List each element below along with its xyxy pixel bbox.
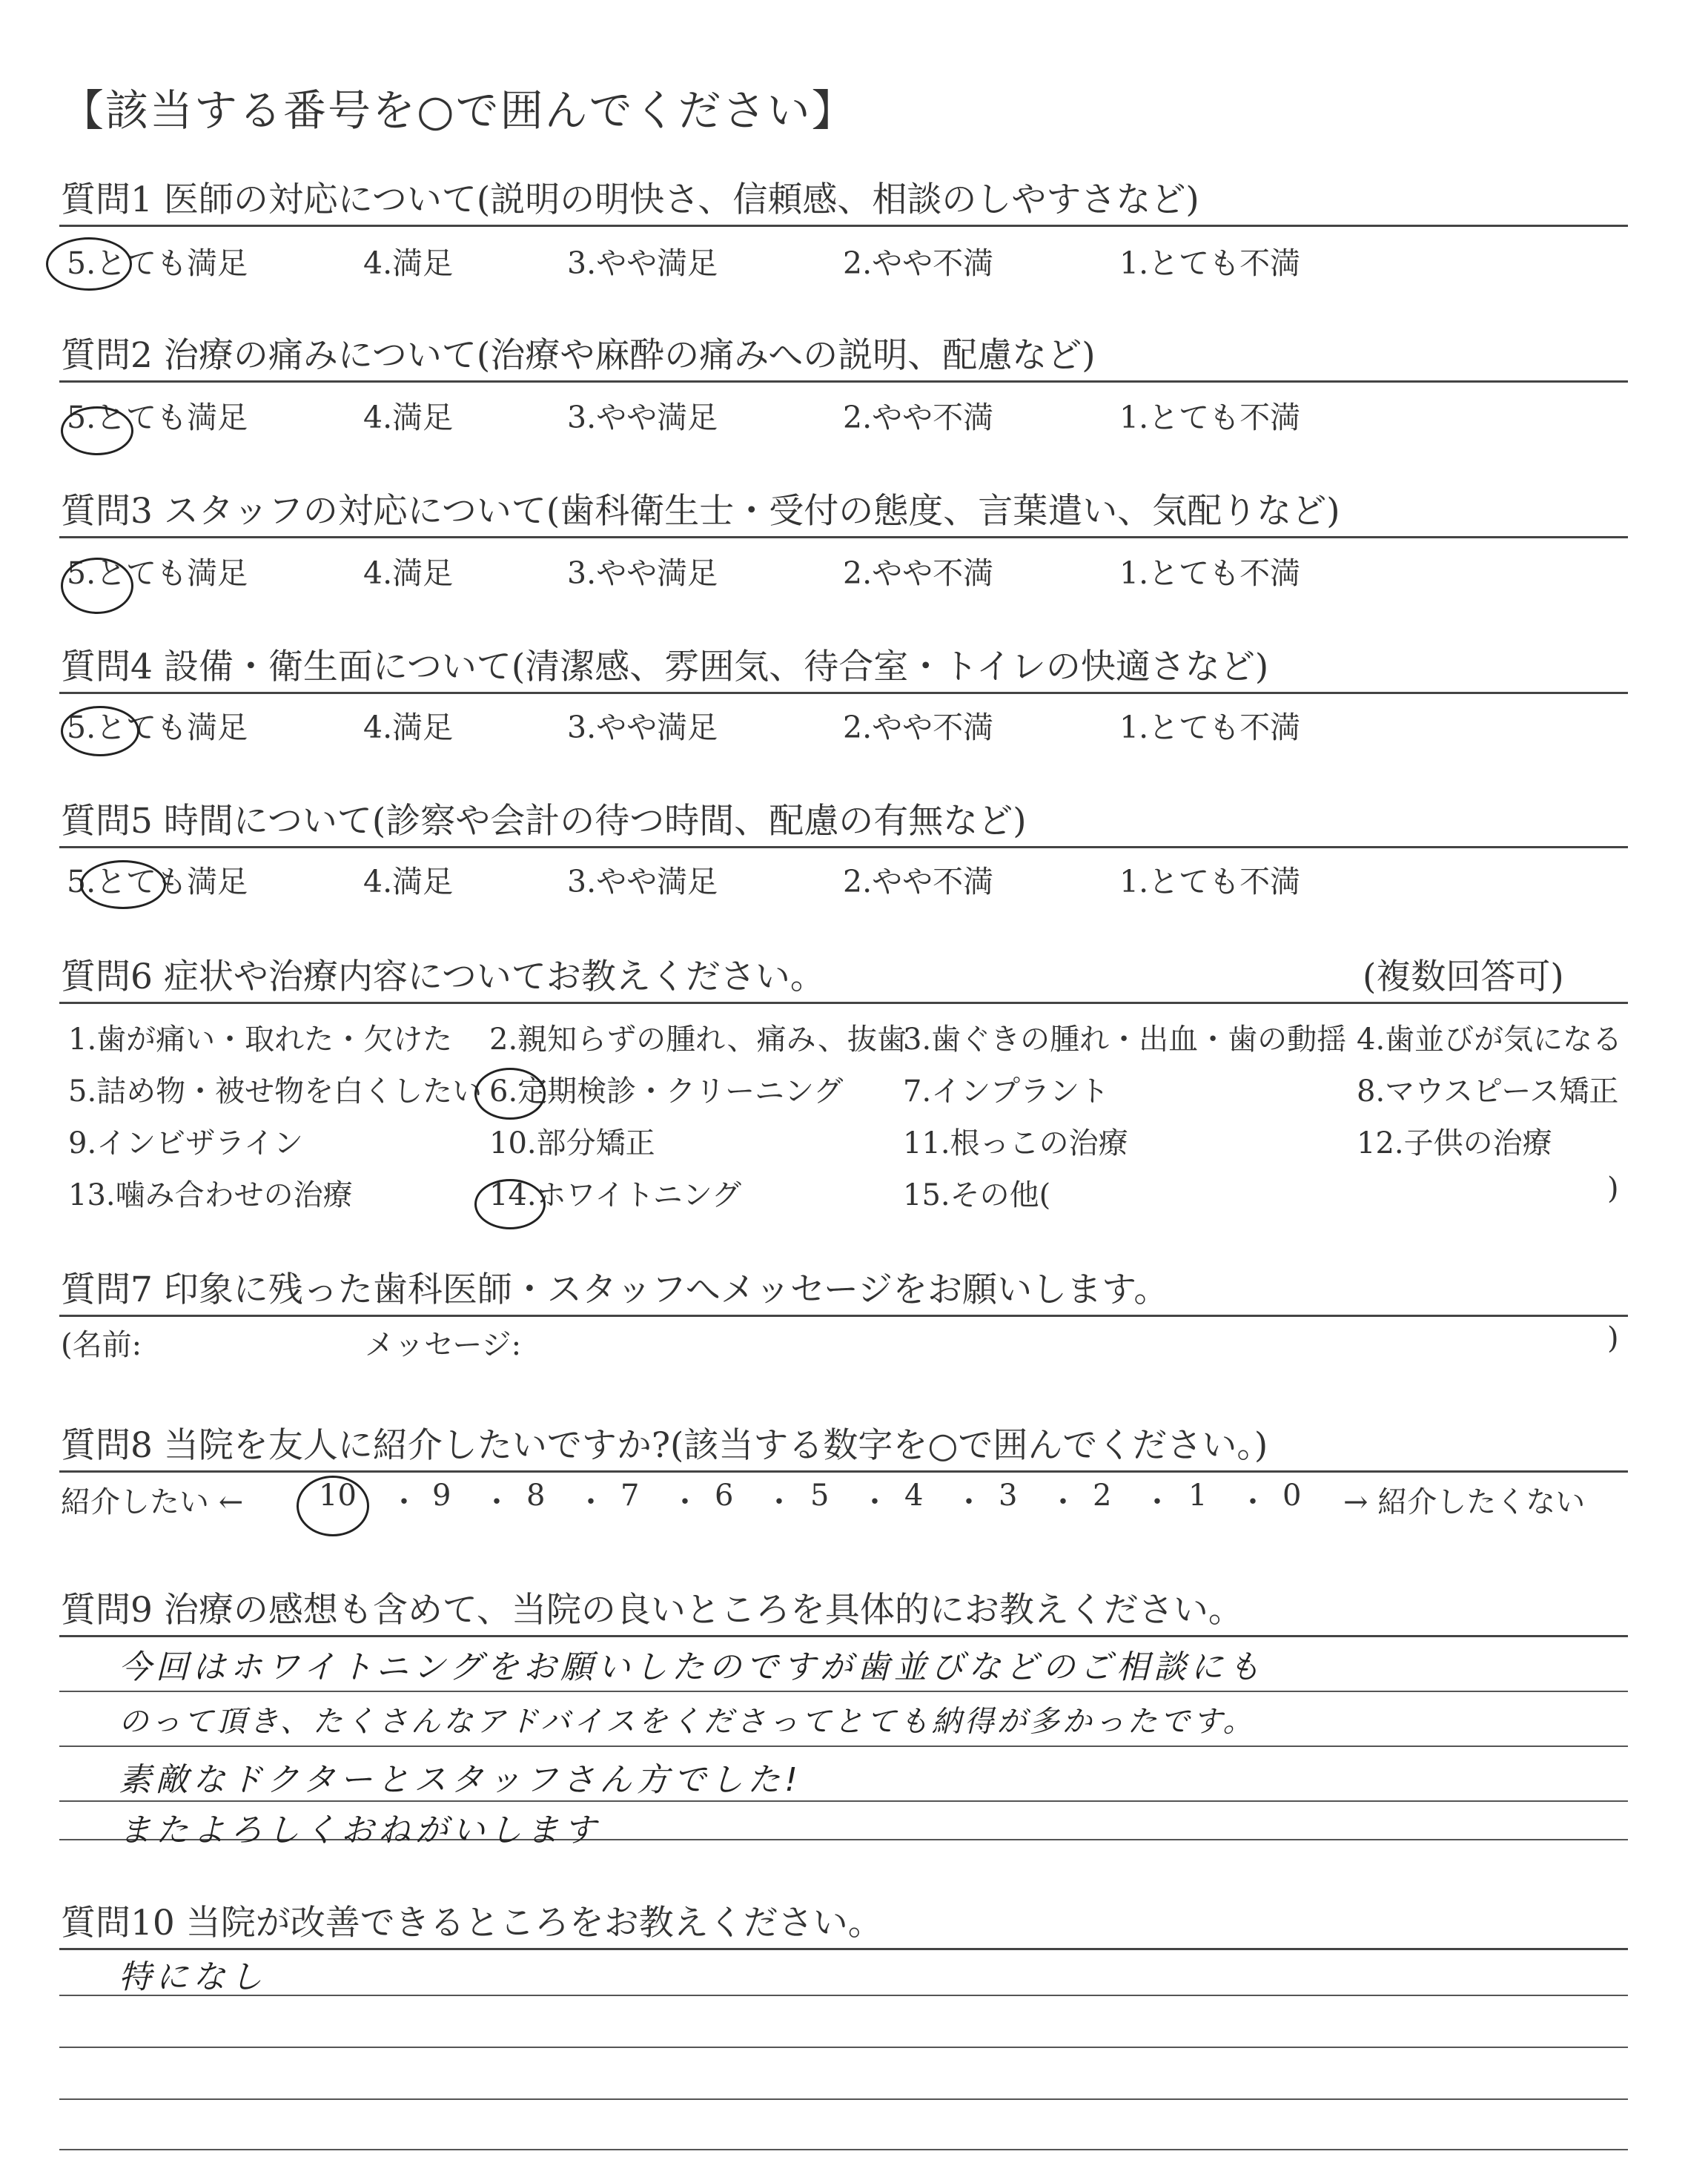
q2-option-2[interactable]: 2.やや不満 [843, 400, 994, 435]
q8-scale-sep: ・ [482, 1485, 512, 1519]
question-3-title: 質問3 スタッフの対応について(歯科衛生士・受付の態度、言葉遣い、気配りなど) [61, 491, 1340, 532]
q7-close-paren: ) [1607, 1321, 1619, 1355]
q6-item-2[interactable]: 2.親知らずの腫れ、痛み、抜歯 [489, 1023, 907, 1057]
q4-option-1[interactable]: 1.とても不満 [1119, 710, 1301, 745]
q3-option-5[interactable]: 5.とても満足 [67, 555, 248, 591]
q5-option-3[interactable]: 3.やや満足 [567, 864, 718, 899]
question-2-rule [59, 380, 1628, 383]
q10-answer-line-1: 特になし [119, 1958, 267, 1996]
q2-selection-circle [61, 406, 133, 455]
q8-scale-sep: ・ [1238, 1485, 1268, 1519]
question-10-rule [59, 1948, 1628, 1950]
q1-option-1[interactable]: 1.とても不満 [1119, 245, 1301, 281]
q10-answer-rule [59, 2098, 1628, 2100]
q6-item-11[interactable]: 11.根っこの治療 [903, 1126, 1128, 1160]
q1-option-3[interactable]: 3.やや満足 [567, 245, 718, 281]
question-5-rule [59, 846, 1628, 848]
q9-answer-line-1: 今回はホワイトニングをお願いしたのですが歯並びなどのご相談にも [119, 1648, 1265, 1686]
q7-name-label: (名前: [61, 1328, 142, 1362]
q10-answer-rule [59, 2047, 1628, 2048]
q6-item-15[interactable]: 15.その他( [903, 1178, 1051, 1212]
q8-scale-3[interactable]: 3 [999, 1479, 1018, 1513]
q9-answer-rule [59, 1745, 1628, 1747]
q6-item-9[interactable]: 9.インビザライン [68, 1126, 303, 1160]
q1-option-4[interactable]: 4.満足 [363, 245, 454, 281]
q7-message-label: メッセージ: [365, 1328, 522, 1362]
q9-answer-line-2: のって頂き、たくさんなアドバイスをくださってとても納得が多かったです。 [119, 1705, 1256, 1739]
q6-item-5[interactable]: 5.詰め物・被せ物を白くしたい [68, 1074, 483, 1109]
q9-answer-rule [59, 1691, 1628, 1692]
q4-option-5[interactable]: 5.とても満足 [67, 710, 248, 745]
question-6-rule [59, 1002, 1628, 1004]
q4-option-3[interactable]: 3.やや満足 [567, 710, 718, 745]
q5-selection-circle [80, 860, 166, 909]
q3-option-4[interactable]: 4.満足 [363, 555, 454, 591]
q3-option-1[interactable]: 1.とても不満 [1119, 555, 1301, 591]
q8-scale-9[interactable]: 9 [432, 1479, 451, 1513]
q5-option-5[interactable]: 5.とても満足 [67, 864, 248, 899]
q8-scale-sep: ・ [389, 1485, 419, 1519]
q2-option-3[interactable]: 3.やや満足 [567, 400, 718, 435]
q8-scale-8[interactable]: 8 [526, 1479, 546, 1513]
q6-item-14[interactable]: 14.ホワイトニング [489, 1178, 742, 1212]
q8-scale-5[interactable]: 5 [810, 1479, 830, 1513]
form-heading: 【該当する番号を○で囲んでください】 [61, 85, 856, 136]
question-9-rule [59, 1635, 1628, 1637]
q6-item-1[interactable]: 1.歯が痛い・取れた・欠けた [68, 1023, 453, 1057]
q8-scale-6[interactable]: 6 [715, 1479, 734, 1513]
question-4-rule [59, 692, 1628, 694]
q8-scale-4[interactable]: 4 [904, 1479, 924, 1513]
question-1-rule [59, 225, 1628, 227]
q3-option-2[interactable]: 2.やや不満 [843, 555, 994, 591]
question-6-note: (複数回答可) [1363, 957, 1564, 997]
question-7-rule [59, 1315, 1628, 1317]
q9-answer-rule [59, 1800, 1628, 1802]
q8-scale-0[interactable]: 0 [1282, 1479, 1302, 1513]
q5-option-4[interactable]: 4.満足 [363, 864, 454, 899]
question-2-title: 質問2 治療の痛みについて(治療や麻酔の痛みへの説明、配慮など) [61, 335, 1096, 376]
question-6-title: 質問6 症状や治療内容についてお教えください。 [61, 957, 825, 997]
question-10-title: 質問10 当院が改善できるところをお教えください。 [61, 1903, 883, 1943]
q1-option-2[interactable]: 2.やや不満 [843, 245, 994, 281]
q1-selection-circle [46, 237, 132, 291]
question-3-rule [59, 536, 1628, 538]
q6-item-8[interactable]: 8.マウスピース矯正 [1357, 1074, 1619, 1109]
q9-answer-line-3: 素敵なドクターとスタッフさん方でした! [119, 1761, 802, 1799]
q4-option-4[interactable]: 4.満足 [363, 710, 454, 745]
q8-scale-1[interactable]: 1 [1188, 1479, 1208, 1513]
q8-scale-sep: ・ [1048, 1485, 1078, 1519]
q6-selection-circle-14 [474, 1179, 546, 1229]
q2-option-4[interactable]: 4.満足 [363, 400, 454, 435]
question-5-title: 質問5 時間について(診察や会計の待つ時間、配慮の有無など) [61, 801, 1027, 842]
q10-answer-rule [59, 2149, 1628, 2150]
q8-scale-2[interactable]: 2 [1093, 1479, 1112, 1513]
q6-item-10[interactable]: 10.部分矯正 [489, 1126, 655, 1160]
q6-item-4[interactable]: 4.歯並びが気になる [1357, 1023, 1623, 1057]
q8-scale-sep: ・ [576, 1485, 606, 1519]
q10-answer-rule [59, 1995, 1628, 1996]
q6-item-3[interactable]: 3.歯ぐきの腫れ・出血・歯の動揺 [903, 1023, 1347, 1057]
q5-option-1[interactable]: 1.とても不満 [1119, 864, 1301, 899]
q8-scale-sep: ・ [764, 1485, 794, 1519]
q6-item-12[interactable]: 12.子供の治療 [1357, 1126, 1552, 1160]
q8-scale-sep: ・ [1142, 1485, 1172, 1519]
question-1-title: 質問1 医師の対応について(説明の明快さ、信頼感、相談のしやすさなど) [61, 179, 1199, 220]
q5-option-2[interactable]: 2.やや不満 [843, 864, 994, 899]
question-9-title: 質問9 治療の感想も含めて、当院の良いところを具体的にお教えください。 [61, 1590, 1243, 1631]
q2-option-1[interactable]: 1.とても不満 [1119, 400, 1301, 435]
q2-option-5[interactable]: 5.とても満足 [67, 400, 248, 435]
q4-selection-circle [61, 706, 139, 756]
q4-option-2[interactable]: 2.やや不満 [843, 710, 994, 745]
q6-item-13[interactable]: 13.噛み合わせの治療 [68, 1178, 353, 1212]
q8-scale-sep: ・ [954, 1485, 984, 1519]
q8-scale-sep: ・ [860, 1485, 890, 1519]
q6-item-15-close: ) [1607, 1172, 1619, 1206]
q8-selection-circle [297, 1476, 369, 1536]
question-4-title: 質問4 設備・衛生面について(清潔感、雰囲気、待合室・トイレの快適さなど) [61, 647, 1269, 687]
q6-item-6[interactable]: 6.定期検診・クリーニング [489, 1074, 844, 1109]
q8-scale-sep: ・ [670, 1485, 700, 1519]
question-8-rule [59, 1470, 1628, 1473]
q6-selection-circle-6 [474, 1068, 546, 1120]
q8-scale-10[interactable]: 10 [319, 1479, 357, 1513]
q8-scale-7[interactable]: 7 [620, 1479, 640, 1513]
q3-selection-circle [61, 558, 133, 614]
question-7-title: 質問7 印象に残った歯科医師・スタッフへメッセージをお願いします。 [61, 1269, 1169, 1310]
q8-left-label: 紹介したい ← [61, 1485, 244, 1519]
q6-item-7[interactable]: 7.インプラント [903, 1074, 1110, 1109]
question-8-title: 質問8 当院を友人に紹介したいですか?(該当する数字を○で囲んでください。) [61, 1425, 1268, 1466]
q8-right-label: → 紹介したくない [1343, 1485, 1586, 1519]
q3-option-3[interactable]: 3.やや満足 [567, 555, 718, 591]
q1-option-5[interactable]: 5.とても満足 [67, 245, 248, 281]
q9-answer-line-4: またよろしくおねがいします [119, 1811, 600, 1849]
